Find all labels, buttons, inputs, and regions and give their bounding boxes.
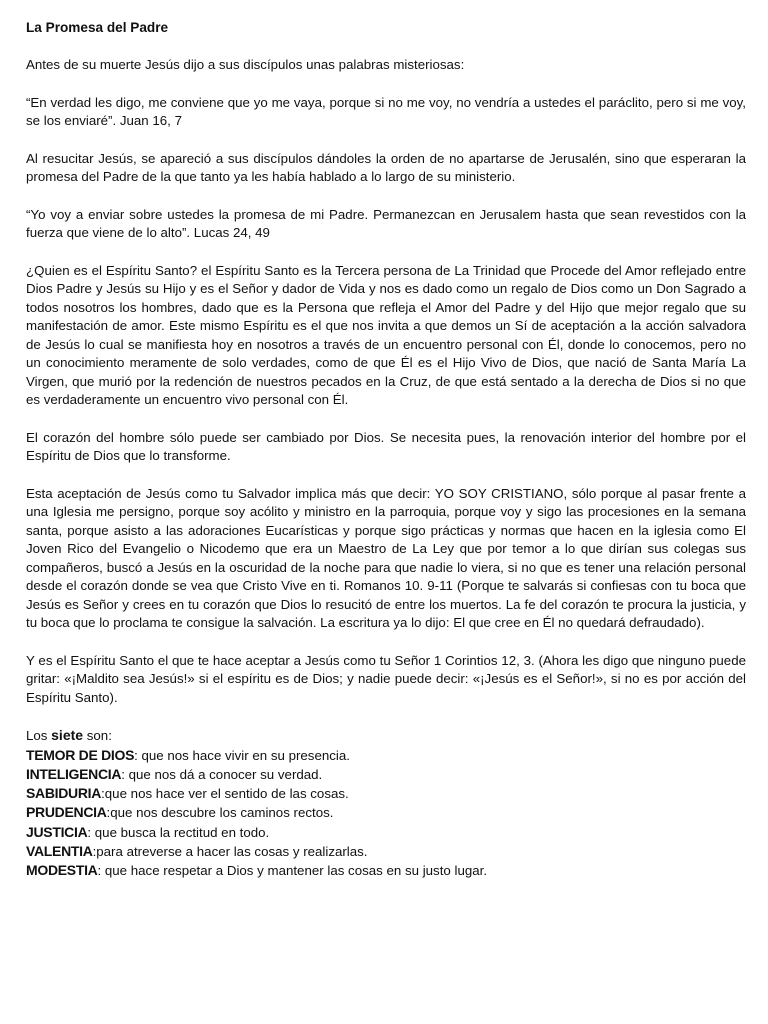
paragraph-quote-juan: “En verdad les digo, me conviene que yo me vaya, porque si no me voy, no vendría a ustedes el paráclito, pero si me voy, se los enviaré”. Juan 16, 7 (26, 94, 746, 128)
gift-description: : que busca la rectitud en todo. (87, 824, 270, 840)
gift-name: TEMOR DE DIOS (26, 746, 135, 763)
gift-description: :que nos descubre los caminos rectos. (106, 805, 334, 821)
gift-name: VALENTIA (26, 842, 93, 859)
gift-description: : que hace respetar a Dios y mantener las cosas en su justo lugar. (97, 863, 488, 879)
gifts-intro-before: Los (26, 728, 52, 743)
document-title: La Promesa del Padre (26, 20, 169, 35)
gift-description: :que nos hace ver el sentido de las cosas. (101, 786, 349, 802)
paragraph-intro: Antes de su muerte Jesús dijo a sus discípulos unas palabras misteriosas: (26, 57, 465, 72)
paragraph-resurrection: Al resucitar Jesús, se apareció a sus discípulos dándoles la orden de no apartarse de Jerusalén, sino que esperaran la promesa del Padre de la que tanto ya les había hablado a lo largo de su ministerio. (26, 150, 746, 184)
paragraph-quote-lucas: “Yo voy a enviar sobre ustedes la promesa de mi Padre. Permanezcan en Jerusalem hasta que sean revestidos con la fuerza que viene de lo alto”. Lucas 24, 49 (26, 206, 746, 240)
paragraph-acceptance: Esta aceptación de Jesús como tu Salvador implica más que decir: YO SOY CRISTIANO, sólo porque al pasar frente a una Iglesia me persigno, porque soy acólito y ministro en la parroquia, porque voy y sigo las procesiones en la semana santa, porque asisto a las adoraciones Eucarísticas y porque sigo prácticas y normas que hacen en la iglesia como El Joven Rico del Evangelio o Nicodemo que era un Maestro de La Ley que por temor a lo que dirían sus colegas sus compañeros, buscó a Jesús en la oscuridad de la noche para que nadie lo viera, si no que es tener una relación personal desde el corazón donde se vea que Cristo Vive en ti. Romanos 10. 9-11 (Porque te salvarás si confiesas con tu boca que Jesús es Señor y crees en tu corazón que Dios lo resucitó de entre los muertos. La fe del corazón te procura la justicia, y tu boca que lo proclama te consigue la salvación. La escritura ya lo dijo: El que cree en Él no quedará defraudado). (26, 485, 746, 630)
gift-name: PRUDENCIA (26, 804, 107, 821)
gift-name: SABIDURIA (26, 785, 102, 802)
gift-item-modestia (26, 861, 746, 880)
gift-item-inteligencia (26, 765, 746, 784)
paragraph-corinthians: Y es el Espíritu Santo el que te hace aceptar a Jesús como tu Señor 1 Corintios 12, 3. (Ahora les digo que ninguno puede gritar: «¡Maldito sea Jesús!» si el espíritu es de Dios; y nadie puede decir: «¡Jesús es el Señor!», si no es por acción del Espíritu Santo). (26, 652, 746, 705)
gift-item-prudencia (26, 803, 746, 822)
gifts-intro-bold: siete (51, 727, 84, 743)
paragraph-heart: El corazón del hombre sólo puede ser cambiado por Dios. Se necesita pues, la renovación interior del hombre por el Espíritu de Dios que lo transforme. (26, 429, 746, 463)
gifts-intro (26, 726, 746, 746)
gift-item-justicia (26, 823, 746, 842)
gift-name: INTELIGENCIA (26, 765, 122, 782)
gift-item-valentia (26, 842, 746, 861)
gift-description: :para atreverse a hacer las cosas y realizarlas. (92, 843, 368, 859)
gift-item-sabiduria (26, 784, 746, 803)
paragraph-holy-spirit: ¿Quien es el Espíritu Santo? el Espíritu Santo es la Tercera persona de La Trinidad que Procede del Amor reflejado entre Dios Padre y Jesús su Hijo y es el Señor y dador de Vida y nos es dado como un regalo de Dios como un Don Sagrado a todos nosotros los hombres, dado que es la Persona que refleja el Amor del Padre y del Hijo que mejor regalo que su manifestación de amor. Este mismo Espíritu es el que nos invita a que demos un Sí de aceptación a la acción salvadora de Jesús lo cual se manifiesta hoy en nosotros a través de un encuentro personal con Él, donde lo conocemos, pero no un conocimiento meramente de solo verdades, como de que Él es el Hijo Vivo de Dios, que nació de Santa María La Virgen, que murió por la redención de nuestros pecados en la Cruz, de que está sentado a la derecha de Dios si no que es verdaderamente un encuentro vivo personal con Él. (26, 262, 746, 407)
gift-description: : que nos hace vivir en su presencia. (134, 747, 350, 763)
gifts-intro-after: son: (83, 728, 112, 743)
gift-description: : que nos dá a conocer su verdad. (121, 766, 323, 782)
gift-item-temor (26, 746, 746, 765)
gift-name: MODESTIA (26, 862, 98, 879)
gift-name: JUSTICIA (26, 823, 88, 840)
